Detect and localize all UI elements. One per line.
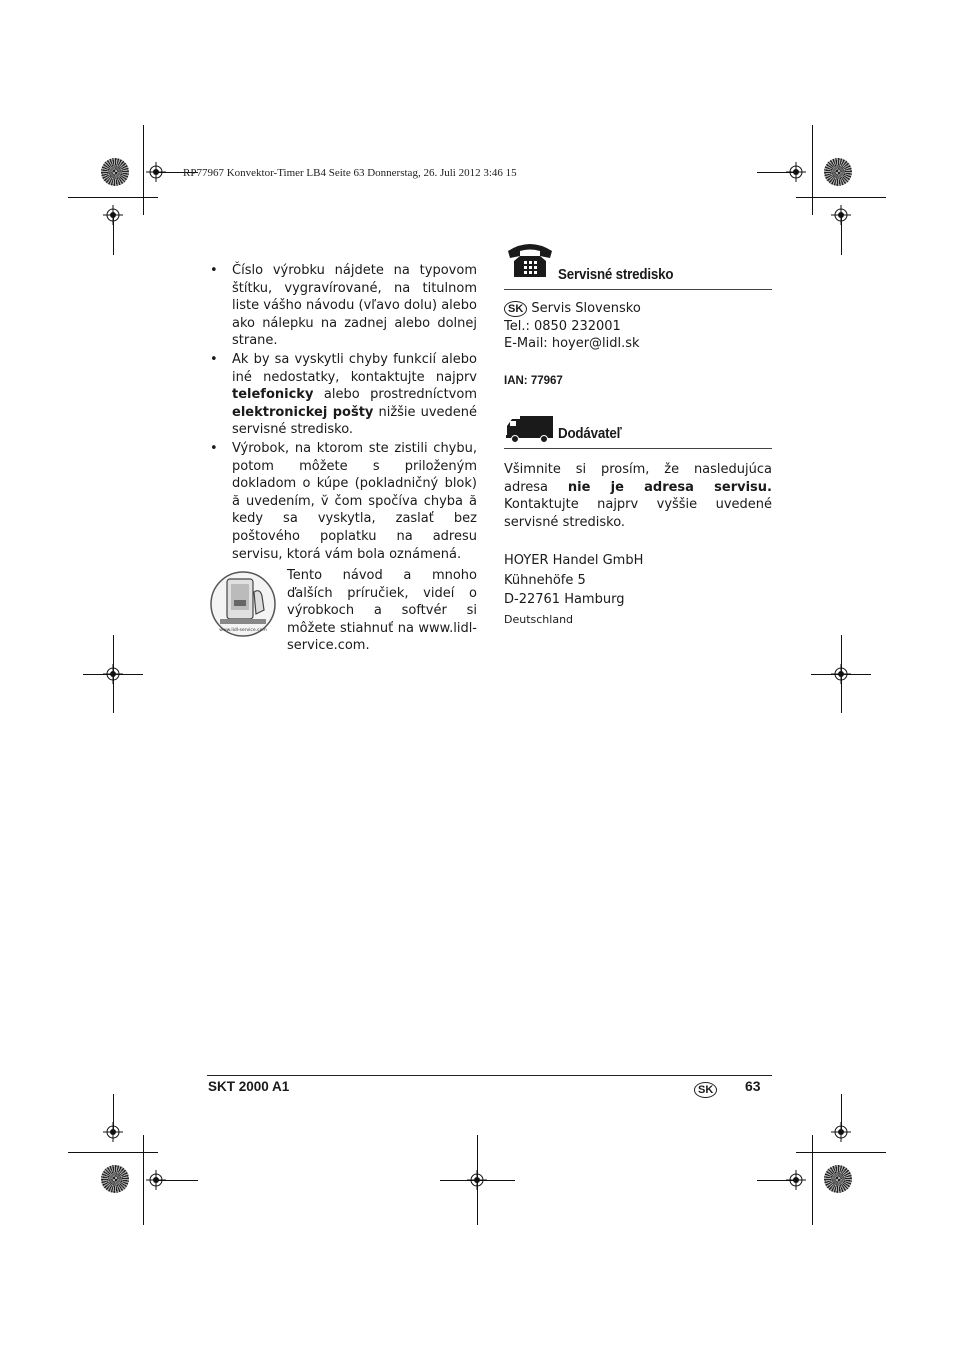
bullet-text: Číslo výrobku nájdete na typovom štítku, vygravírované, na titulnom liste vášho návodu (vľavo dolu) alebo ako nálepku na zadnej alebo dolnej strane. [232, 263, 477, 349]
bullet-symbol: • [210, 263, 218, 278]
country-badge: SK [504, 301, 527, 317]
bullet-emphasis: telefonicky [232, 387, 314, 403]
bullet-text: alebo prostredníctvom [313, 387, 477, 403]
model-number: SKT 2000 A1 [208, 1079, 290, 1094]
supplier-note-text: Všimnite si prosím, že nasledujúca adresa [504, 462, 772, 495]
service-section [504, 243, 772, 387]
supplier-address [504, 551, 772, 629]
crop-line [796, 197, 886, 198]
crop-line [757, 1180, 797, 1181]
download-block [207, 567, 477, 654]
footer-badge-label: SK [694, 1082, 717, 1098]
crop-line [113, 215, 114, 255]
crop-line [158, 1180, 198, 1181]
supplier-country: Deutschland [504, 612, 574, 626]
list-item [207, 262, 477, 350]
footer-rule [207, 1075, 772, 1076]
color-rosette-icon [824, 158, 852, 186]
supplier-note [504, 461, 772, 531]
bullet-text: Výrobok, na ktorom ste zistili chybu, potom môžete s priloženým dokladom o kúpe (pokladničný blok) ă uvedením, v̆ čom spočíva chyba ă kedy sa vyskytla, zaslať bez poštového poplatku na adresu servisu, ktorá vám bola oznámená. [232, 440, 477, 562]
supplier-section [504, 402, 772, 629]
service-tel: Tel.: 0850 232001 [504, 318, 621, 334]
telephone-icon [506, 241, 554, 279]
bullet-text: Ak by sa vyskytli chyby funkcií alebo iné nedostatky, kontaktujte najprv [232, 351, 477, 385]
page-number: 63 [745, 1078, 761, 1094]
crop-line [812, 1135, 813, 1225]
crop-line [841, 215, 842, 255]
service-name-row [504, 300, 772, 318]
list-item [207, 440, 477, 563]
bullet-symbol: • [210, 440, 218, 456]
crop-line [143, 125, 144, 215]
supplier-note-emphasis: nie je adresa servisu. [567, 479, 772, 495]
crop-line [440, 1180, 515, 1181]
crop-line [811, 674, 871, 675]
service-email: E-Mail: hoyer@lidl.sk [504, 336, 640, 352]
crop-line [113, 1094, 114, 1134]
color-rosette-icon [824, 1165, 852, 1193]
crop-line [841, 1094, 842, 1134]
delivery-truck-icon [506, 414, 554, 444]
color-rosette-icon [101, 1165, 129, 1193]
bullet-symbol: • [210, 351, 218, 367]
service-heading [504, 243, 772, 290]
service-name: Servis Slovensko [531, 301, 641, 316]
supplier-note-text: Kontaktujte najprv vyššie uvedené servisné stredisko. [504, 497, 772, 530]
crop-line [68, 197, 158, 198]
bullet-text: nižšie uvedené servisné stredisko. [232, 404, 478, 438]
print-slug: RP77967 Konvektor-Timer LB4 Seite 63 Donnerstag, 26. Juli 2012 3:46 15 [183, 167, 517, 179]
service-title: Servisné stredisko [558, 267, 674, 283]
supplier-city: D-22761 Hamburg [504, 592, 625, 608]
bullet-emphasis: elektronickej pošty [232, 404, 374, 420]
supplier-street: Kühnehöfe 5 [504, 572, 586, 588]
bullet-list [207, 262, 477, 563]
supplier-title: Dodávateľ [558, 426, 622, 442]
crop-line [812, 125, 813, 215]
download-service-icon [210, 570, 276, 638]
download-icon-label: www.lidl-service.com [219, 628, 267, 633]
left-column [207, 262, 477, 564]
crop-line [83, 674, 143, 675]
crop-line [143, 1135, 144, 1225]
crop-line [757, 172, 797, 173]
color-rosette-icon [101, 158, 129, 186]
crop-line [68, 1152, 158, 1153]
list-item [207, 351, 477, 439]
supplier-company: HOYER Handel GmbH [504, 553, 644, 569]
footer-country-badge [694, 1079, 717, 1098]
supplier-heading [504, 402, 772, 449]
ian-number: IAN: 77967 [504, 374, 563, 387]
download-text: Tento návod a mnoho ďalších príručiek, videí o výrobkoch a softvér si môžete stiahnuť na www.lidl-service.com. [287, 568, 477, 654]
crop-line [796, 1152, 886, 1153]
